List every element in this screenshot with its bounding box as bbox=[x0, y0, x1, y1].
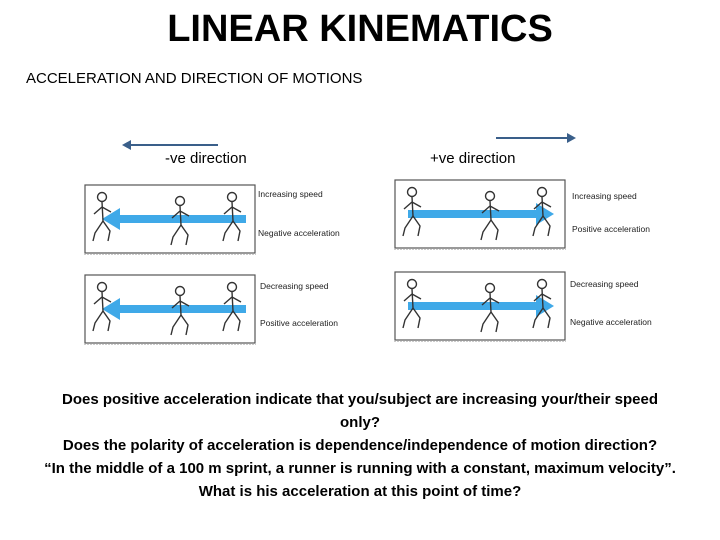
acceleration-label: Negative acceleration bbox=[570, 317, 652, 327]
speed-label: Increasing speed bbox=[572, 191, 637, 201]
illustration-neg-decreasing bbox=[84, 273, 340, 345]
acceleration-label: Negative acceleration bbox=[258, 228, 340, 238]
illustration-neg-increasing bbox=[84, 183, 340, 255]
slide-title: LINEAR KINEMATICS bbox=[167, 8, 553, 50]
question-1: Does positive acceleration indicate that you/subject are increasing your/their speed only? bbox=[61, 391, 659, 431]
motion-arrow bbox=[408, 295, 554, 317]
speed-label: Decreasing speed bbox=[570, 279, 639, 289]
question-3: “In the middle of a 100 m sprint, a runner is running with a constant, maximum velocity”. What is his acceleration at this point of time? bbox=[44, 460, 676, 500]
question-2: Does the polarity of acceleration is dependence/independence of motion direction? bbox=[62, 437, 658, 454]
negative-direction-arrow bbox=[130, 144, 218, 146]
speed-label: Decreasing speed bbox=[260, 281, 329, 291]
motion-arrow bbox=[102, 298, 246, 320]
discussion-questions bbox=[40, 388, 680, 503]
motion-arrow bbox=[408, 203, 554, 225]
positive-direction-label: +ve direction bbox=[430, 150, 516, 167]
acceleration-label: Positive acceleration bbox=[572, 224, 650, 234]
speed-label: Increasing speed bbox=[258, 189, 323, 199]
negative-direction-label: -ve direction bbox=[165, 150, 247, 167]
illustration-pos-decreasing bbox=[394, 270, 650, 342]
positive-direction-arrow bbox=[496, 137, 568, 139]
runner-illustration bbox=[394, 178, 650, 250]
slide-subtitle: ACCELERATION AND DIRECTION OF MOTIONS bbox=[26, 70, 363, 87]
motion-arrow bbox=[102, 208, 246, 230]
acceleration-label: Positive acceleration bbox=[260, 318, 338, 328]
illustration-pos-increasing bbox=[394, 178, 650, 250]
